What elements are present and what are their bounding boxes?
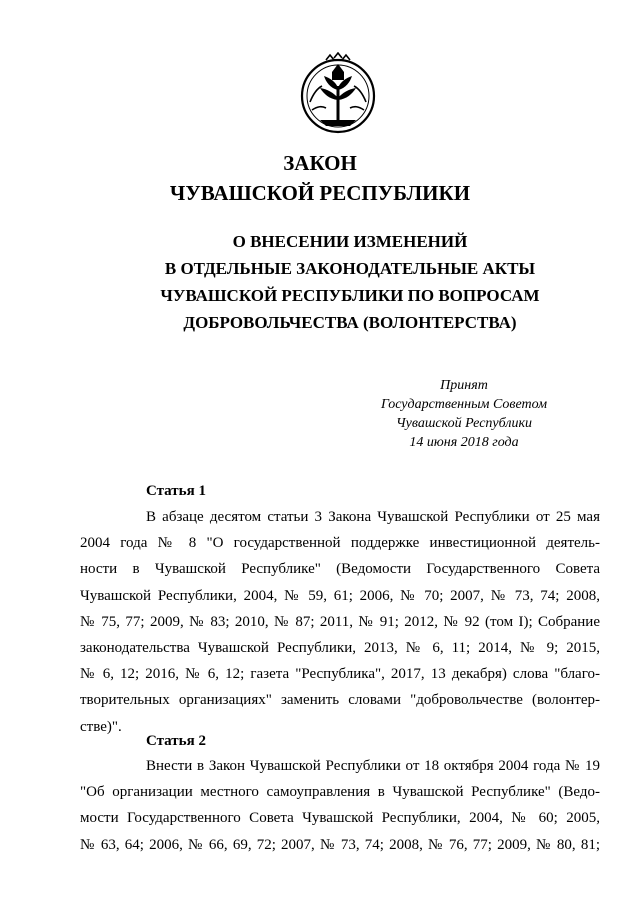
text-line: законодательства Чувашской Республики, 2013, № 6, 11; 2014, № 9; 2015, [80,640,600,657]
adoption-note [344,376,584,452]
subject-line: ДОБРОВОЛЬЧЕСТВА (ВОЛОНТЕРСТВА) [183,313,517,332]
text-line: мости Государственного Совета Чувашской Республики, 2004, № 60; 2005, [80,810,600,827]
adoption-line: Государственным Советом [380,397,548,412]
subject-line: В ОТДЕЛЬНЫЕ ЗАКОНОДАТЕЛЬНЫЕ АКТЫ [164,259,536,278]
coat-of-arms-icon [296,52,380,136]
adoption-line: Чувашской Республики [396,416,532,431]
adoption-line: Принят [440,378,488,393]
text-line: № 63, 64; 2006, № 66, 69, 72; 2007, № 73, 74; 2008, № 76, 77; 2009, № 80, 81; [80,836,600,853]
text-line: В абзаце десятом статьи 3 Закона Чувашской Республики от 25 мая [146,509,600,525]
text-line: 2004 года № 8 "О государственной поддержке инвестиционной деятель- [80,535,600,552]
law-title: ЗАКОН [283,151,357,175]
article-2-heading: Статья 2 [146,733,206,749]
subject-line: О ВНЕСЕНИИ ИЗМЕНЕНИЙ [232,232,468,251]
text-line: творительных организациях" заменить словами "добровольчестве (волонтер- [80,692,600,709]
text-line: № 75, 77; 2009, № 83; 2010, № 87; 2011, № 91; 2012, № 92 (том I); Собрание [80,613,600,630]
law-subject-heading [60,228,640,336]
adoption-date: 14 июня 2018 года [409,435,519,450]
text-line: "Об организации местного самоуправления в Чувашской Республике" (Ведо- [80,784,600,801]
article-1-text [80,504,600,740]
republic-title: ЧУВАШСКОЙ РЕСПУБЛИКИ [169,181,471,205]
text-line: Внести в Закон Чувашской Республики от 18 октября 2004 года № 19 [146,758,600,774]
text-line: Чувашской Республики, 2004, № 59, 61; 2006, № 70; 2007, № 73, 74; 2008, [80,587,600,604]
subject-line: ЧУВАШСКОЙ РЕСПУБЛИКИ ПО ВОПРОСАМ [160,286,540,305]
article-2-text [80,753,600,858]
text-line: ности в Чувашской Республике" (Ведомости Государственного Совета [80,561,600,578]
text-line: стве)". [80,718,122,735]
article-1-heading: Статья 1 [146,483,206,499]
text-line: № 6, 12; 2016, № 6, 12; газета "Республика", 2017, 13 декабря) слова "благо- [80,666,600,683]
